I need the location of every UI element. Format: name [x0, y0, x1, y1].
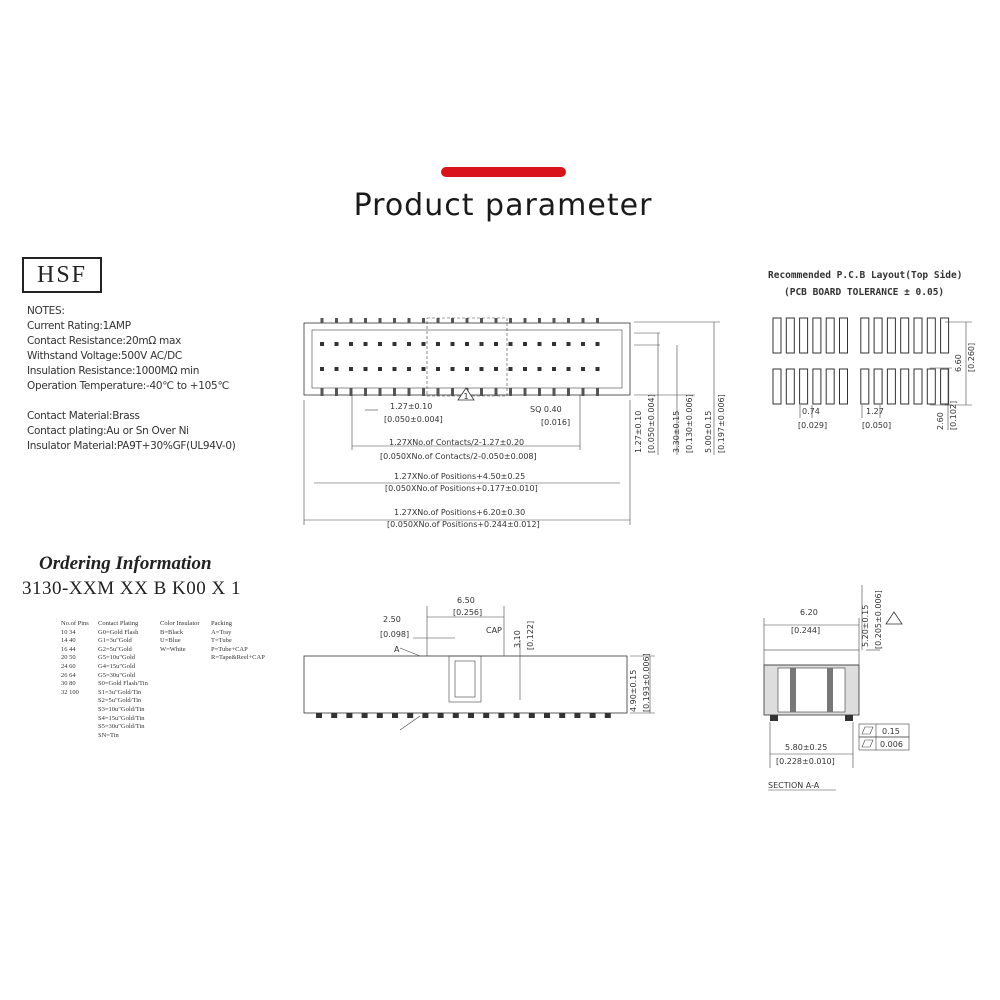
- top-dim-text: [0.050XNo.of Positions+0.177±0.010]: [385, 484, 538, 493]
- pin-tip: [422, 318, 425, 323]
- contact-pin: [538, 367, 542, 371]
- ordering-col-header: Contact Plating: [98, 620, 139, 627]
- contact-pin: [436, 342, 440, 346]
- side-pin: [483, 713, 489, 718]
- pin-tail: [408, 388, 411, 396]
- ordering-col-header: No.of Pins: [61, 620, 89, 627]
- side-view-drawing: [304, 596, 655, 730]
- side-pin: [605, 713, 611, 718]
- section-dim-text: SECTION A-A: [768, 781, 820, 790]
- pcb-pad: [773, 369, 781, 404]
- ordering-option: 26 64: [61, 671, 76, 679]
- pcb-pad: [800, 369, 808, 404]
- pin-tail: [437, 388, 440, 396]
- pin-tip: [466, 318, 469, 323]
- side-pin: [453, 713, 459, 718]
- pin-tip: [451, 318, 454, 323]
- ordering-option: S5=30u"Gold/Tin: [98, 723, 145, 731]
- note-line: Contact Material:Brass: [27, 410, 140, 422]
- pin-tail: [393, 388, 396, 396]
- pcb-pad: [901, 369, 909, 404]
- pcb-pad: [800, 318, 808, 353]
- pin-tip: [553, 318, 556, 323]
- section-dim-text: 0.006: [880, 740, 903, 749]
- pcb-layout-drawing: [773, 318, 976, 430]
- side-pin: [498, 713, 504, 718]
- side-dim-text: 4.90±0.15: [629, 669, 638, 712]
- contact-pin: [567, 342, 571, 346]
- pin-tail: [524, 388, 527, 396]
- pin-tip: [408, 318, 411, 323]
- side-pin: [468, 713, 474, 718]
- contact-pin: [378, 367, 382, 371]
- top-dim-text: 3.30±0.15: [672, 410, 681, 453]
- contact-pin: [567, 367, 571, 371]
- ordering-option: S1=3u"Gold/Tin: [98, 688, 142, 696]
- contact-pin: [596, 342, 600, 346]
- pin-tail: [451, 388, 454, 396]
- ordering-option: P=Tube+CAP: [211, 645, 248, 653]
- note-line: Current Rating:1AMP: [27, 320, 131, 332]
- note-line: Insulation Resistance:1000MΩ min: [27, 365, 200, 377]
- ordering-option: 16 44: [61, 645, 76, 653]
- pcb-pad: [826, 318, 834, 353]
- ordering-option: 32 100: [61, 688, 79, 696]
- side-pin: [331, 713, 337, 718]
- pin-tail: [321, 388, 324, 396]
- top-dim-text: 1.27±0.10: [390, 402, 433, 411]
- contact-pin: [364, 367, 368, 371]
- contact-pin: [407, 367, 411, 371]
- side-pin: [346, 713, 352, 718]
- ordering-option: T=Tube: [211, 637, 232, 645]
- pin-tip: [582, 318, 585, 323]
- ordering-option: B=Black: [160, 628, 184, 636]
- contact-pin: [393, 367, 397, 371]
- section-dim-text: 0.15: [882, 727, 900, 736]
- pin-tip: [335, 318, 338, 323]
- pcb-pad: [786, 369, 794, 404]
- contact-pin: [335, 342, 339, 346]
- ordering-option: G5=10u"Gold: [98, 654, 136, 662]
- ordering-option: U=Blue: [160, 637, 181, 645]
- contact-pin: [523, 367, 527, 371]
- side-pin: [574, 713, 580, 718]
- ordering-code: 3130-XXM XX B K00 X 1: [22, 578, 241, 599]
- pcb-dim-text: 2.60: [936, 412, 945, 430]
- ordering-option: G5=30u"Gold: [98, 671, 136, 679]
- top-dim-text: [0.197±0.006]: [717, 394, 726, 453]
- pcb-pad: [941, 318, 949, 353]
- pin-tip: [509, 318, 512, 323]
- side-pin: [559, 713, 565, 718]
- note-line: Withstand Voltage:500V AC/DC: [27, 350, 182, 362]
- contact-pin: [393, 342, 397, 346]
- ordering-option: S3=10u"Gold/Tin: [98, 705, 145, 713]
- side-pin: [422, 713, 428, 718]
- top-dim-text: 1.27XNo.of Contacts/2-1.27±0.20: [389, 438, 525, 447]
- ordering-option: SN=Tin: [98, 731, 119, 739]
- pcb-pad: [840, 369, 848, 404]
- section-dim-text: [0.205±0.006]: [874, 590, 883, 649]
- contact-pin: [465, 367, 469, 371]
- contact-pin: [581, 342, 585, 346]
- ordering-option: A=Tray: [211, 628, 232, 636]
- ordering-option: S2=5u"Gold/Tin: [98, 697, 142, 705]
- ordering-option: W=White: [160, 645, 186, 653]
- ordering-option: G1=3u"Gold: [98, 637, 132, 645]
- note-line: Contact plating:Au or Sn Over Ni: [27, 425, 189, 437]
- pcb-pad: [786, 318, 794, 353]
- ordering-option: G4=15u"Gold: [98, 662, 136, 670]
- section-aa-drawing: [764, 585, 909, 790]
- ordering-option: 20 50: [61, 654, 76, 662]
- ordering-option: 24 60: [61, 662, 76, 670]
- top-view-drawing: [304, 318, 726, 529]
- top-dim-text: [0.016]: [541, 418, 571, 427]
- ordering-option: 30 80: [61, 680, 76, 688]
- pin-tip: [495, 318, 498, 323]
- contact-pin: [552, 342, 556, 346]
- pin-tip: [596, 318, 599, 323]
- pin-tip: [480, 318, 483, 323]
- side-dim-text: 6.50: [457, 596, 475, 605]
- side-dim-text: [0.122]: [526, 620, 535, 650]
- side-dim-text: CAP: [486, 626, 502, 635]
- contact-pin: [480, 367, 484, 371]
- contact-pin: [436, 367, 440, 371]
- top-dim-text: [0.130±0.006]: [685, 394, 694, 453]
- pin-tail: [582, 388, 585, 396]
- contact-pin: [335, 367, 339, 371]
- ordering-col-header: Color Insulator: [160, 620, 200, 627]
- section-dim-text: 6.20: [800, 608, 818, 617]
- ordering-option: S4=15u"Gold/Tin: [98, 714, 145, 722]
- note-line: Contact Resistance:20mΩ max: [27, 335, 182, 347]
- pcb-dim-text: 6.60: [954, 354, 963, 372]
- pin-tail: [335, 388, 338, 396]
- top-dim-text: 1.27XNo.of Positions+6.20±0.30: [394, 508, 526, 517]
- side-pin: [544, 713, 550, 718]
- contact-pin: [523, 342, 527, 346]
- pcb-pad: [901, 318, 909, 353]
- ordering-option: R=Tape&Reel+CAP: [211, 654, 265, 662]
- pcb-pad: [914, 318, 922, 353]
- pin-tip: [364, 318, 367, 323]
- contact-pin: [581, 367, 585, 371]
- pcb-pad: [874, 369, 882, 404]
- contact-pin: [364, 342, 368, 346]
- pcb-pad: [914, 369, 922, 404]
- pcb-pad: [813, 369, 821, 404]
- contact-pin: [509, 367, 513, 371]
- pcb-dim-text: 1.27: [866, 407, 884, 416]
- contact-pin: [349, 367, 353, 371]
- top-dim-text: [0.050±0.004]: [647, 394, 656, 453]
- contact-pin: [320, 367, 324, 371]
- pin-tip: [437, 318, 440, 323]
- pcb-pad: [813, 318, 821, 353]
- pin-tip: [567, 318, 570, 323]
- pin-tip: [379, 318, 382, 323]
- ordering-option: 10 34: [61, 628, 76, 636]
- side-pin: [590, 713, 596, 718]
- side-pin: [316, 713, 322, 718]
- contact-pin: [538, 342, 542, 346]
- side-pin: [529, 713, 535, 718]
- pcb-pad: [861, 369, 869, 404]
- pin-tail: [567, 388, 570, 396]
- pin-tail: [553, 388, 556, 396]
- contact-pin: [494, 342, 498, 346]
- pcb-dim-text: [0.029]: [798, 421, 828, 430]
- side-pin: [438, 713, 444, 718]
- pcb-pad: [927, 369, 935, 404]
- contact-pin: [451, 342, 455, 346]
- pin-tail: [364, 388, 367, 396]
- pcb-dim-text: [0.102]: [949, 400, 958, 430]
- pin-tail: [495, 388, 498, 396]
- top-dim-text: 1.27XNo.of Positions+4.50±0.25: [394, 472, 526, 481]
- top-dim-text: 1.27±0.10: [634, 410, 643, 453]
- svg-text:1: 1: [463, 392, 469, 401]
- side-dim-text: [0.098]: [380, 630, 410, 639]
- pin-tail: [509, 388, 512, 396]
- pcb-layout-title: Recommended P.C.B Layout(Top Side): [768, 270, 963, 281]
- section-dim-text: 5.20±0.15: [861, 604, 870, 647]
- pcb-pad: [941, 369, 949, 404]
- pcb-pad: [887, 318, 895, 353]
- page-title: Product parameter: [353, 188, 653, 223]
- contact-pin: [320, 342, 324, 346]
- top-dim-text: SQ 0.40: [530, 405, 562, 414]
- ordering-option: 14 40: [61, 637, 76, 645]
- pin-tip: [524, 318, 527, 323]
- side-pin: [514, 713, 520, 718]
- pin-tip: [350, 318, 353, 323]
- pin-tail: [480, 388, 483, 396]
- contact-pin: [596, 367, 600, 371]
- pin-tail: [379, 388, 382, 396]
- top-dim-text: [0.050±0.004]: [384, 415, 443, 424]
- note-line: NOTES:: [27, 305, 65, 317]
- contact-pin: [422, 367, 426, 371]
- section-dim-text: 5.80±0.25: [785, 743, 828, 752]
- pcb-pad: [773, 318, 781, 353]
- side-dim-text: [0.193±0.006]: [642, 653, 651, 712]
- section-dim-text: [0.244]: [791, 626, 821, 635]
- contact-pin: [451, 367, 455, 371]
- side-dim-text: 2.50: [383, 615, 401, 624]
- pin-tail: [596, 388, 599, 396]
- pcb-pad: [887, 369, 895, 404]
- top-dim-text: 5.00±0.15: [704, 410, 713, 453]
- pin-tail: [422, 388, 425, 396]
- pin-tip: [321, 318, 324, 323]
- pcb-pad: [826, 369, 834, 404]
- side-pin: [377, 713, 383, 718]
- side-pin: [407, 713, 413, 718]
- contact-pin: [509, 342, 513, 346]
- pcb-dim-text: [0.050]: [862, 421, 892, 430]
- pcb-tolerance: (PCB BOARD TOLERANCE ± 0.05): [784, 287, 945, 298]
- side-dim-text: 3.10: [513, 630, 522, 648]
- ordering-option: S0=Gold Flash/Tin: [98, 680, 148, 688]
- section-dim-text: [0.228±0.010]: [776, 757, 835, 766]
- pin-tail: [538, 388, 541, 396]
- contact-pin: [552, 367, 556, 371]
- pcb-pad: [861, 318, 869, 353]
- pcb-dim-text: [0.260]: [967, 342, 976, 372]
- side-dim-text: [0.256]: [453, 608, 483, 617]
- ordering-title: Ordering Information: [39, 553, 212, 574]
- pcb-pad: [927, 318, 935, 353]
- top-dim-text: [0.050XNo.of Positions+0.244±0.012]: [387, 520, 540, 529]
- contact-pin: [378, 342, 382, 346]
- contact-pin: [407, 342, 411, 346]
- brand-logo: HSF: [22, 257, 102, 293]
- pcb-dim-text: 0.74: [802, 407, 820, 416]
- side-dim-text: A: [394, 645, 400, 654]
- contact-pin: [494, 367, 498, 371]
- pin-tail: [350, 388, 353, 396]
- contact-pin: [465, 342, 469, 346]
- contact-pin: [422, 342, 426, 346]
- pcb-pad: [874, 318, 882, 353]
- contact-pin: [349, 342, 353, 346]
- ordering-option: G0=Gold Flash: [98, 628, 139, 636]
- pin-tip: [538, 318, 541, 323]
- ordering-col-header: Packing: [211, 620, 232, 627]
- side-pin: [392, 713, 398, 718]
- contact-pin: [480, 342, 484, 346]
- ordering-option: G2=5u"Gold: [98, 645, 132, 653]
- top-dim-text: [0.050XNo.of Contacts/2-0.050±0.008]: [380, 452, 537, 461]
- note-line: Insulator Material:PA9T+30%GF(UL94V-0): [27, 440, 236, 452]
- pin-tip: [393, 318, 396, 323]
- side-pin: [362, 713, 368, 718]
- pcb-pad: [840, 318, 848, 353]
- note-line: Operation Temperature:-40℃ to +105℃: [27, 380, 229, 392]
